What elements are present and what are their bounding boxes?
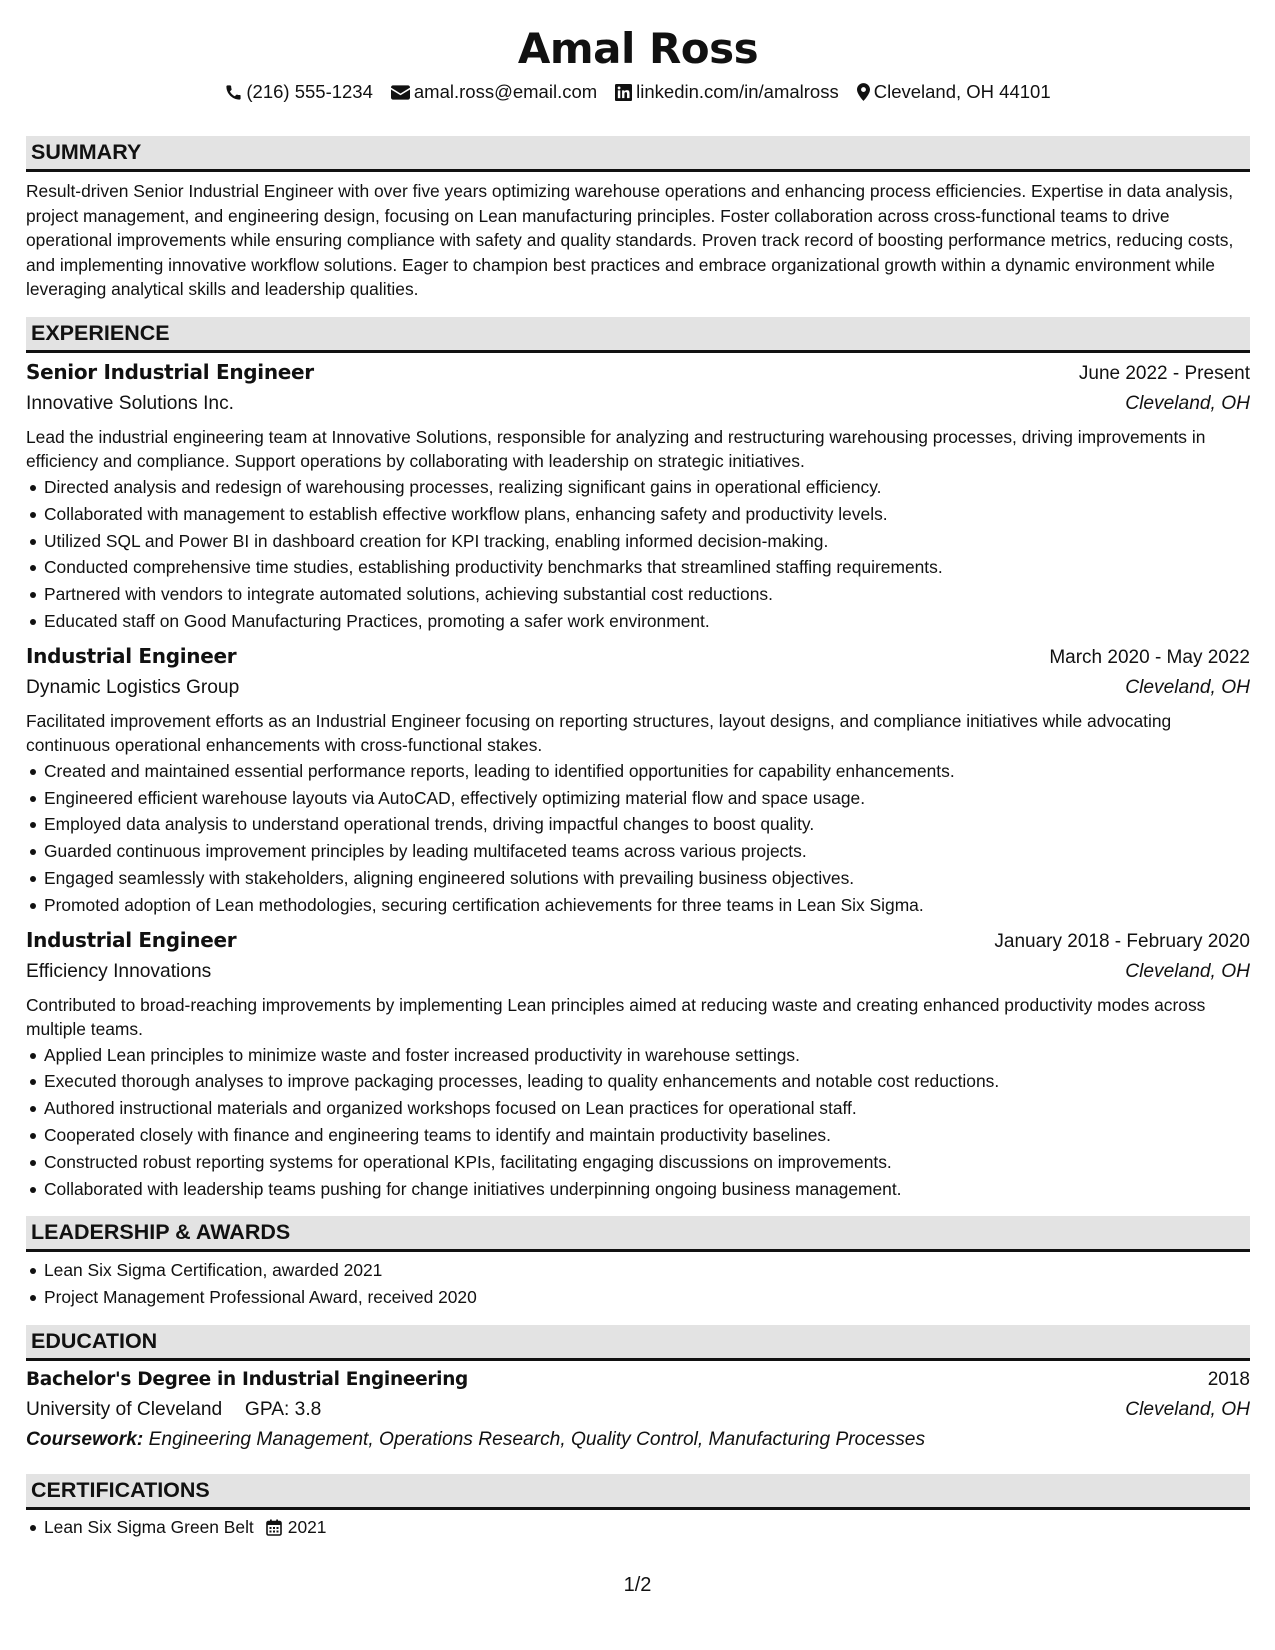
list-item: Created and maintained essential performance reports, leading to identified opportunities for capability enhancements. xyxy=(44,758,1250,785)
list-item: Partnered with vendors to integrate automated solutions, achieving substantial cost reductions. xyxy=(44,581,1250,608)
list-item: Engineered efficient warehouse layouts via AutoCAD, effectively optimizing material flow and space usage. xyxy=(44,785,1250,812)
section-heading: EDUCATION xyxy=(26,1325,1250,1361)
awards-section xyxy=(26,1216,1250,1311)
list-item: Employed data analysis to understand operational trends, driving impactful changes to boost quality. xyxy=(44,811,1250,838)
location-icon xyxy=(857,83,870,101)
school-line xyxy=(26,1395,321,1425)
certifications-section xyxy=(26,1474,1250,1541)
coursework-label: Coursework: xyxy=(26,1428,144,1450)
contact-email[interactable] xyxy=(391,81,597,103)
job-bullets xyxy=(26,758,1250,919)
list-item: Applied Lean principles to minimize waste and foster increased productivity in warehouse settings. xyxy=(44,1042,1250,1069)
job-entry xyxy=(26,641,1250,919)
summary-text: Result-driven Senior Industrial Engineer with over five years optimizing warehouse operations and enhancing process efficiencies. Expertise in data analysis, project management, and engineering design, focusing on Lean manufacturing principles. Foster collaboration across cross-functional teams to drive operational improvements while ensuring compliance with safety and quality standards. Proven track record of boosting performance metrics, reducing costs, and implementing innovative workflow solutions. Eager to champion best practices and embrace organizational growth within a dynamic environment while leveraging analytical skills and leadership qualities. xyxy=(26,181,1234,300)
list-item: Executed thorough analyses to improve packaging processes, leading to quality enhancements and notable cost reductions. xyxy=(44,1068,1250,1095)
school-name: University of Cleveland xyxy=(26,1398,223,1420)
certification-name: Lean Six Sigma Green Belt xyxy=(44,1516,254,1537)
contact-location xyxy=(857,81,1051,103)
contact-bar xyxy=(26,78,1250,106)
list-item: Conducted comprehensive time studies, establishing productivity benchmarks that streamlined staffing requirements. xyxy=(44,554,1250,581)
job-location: Cleveland, OH xyxy=(1125,676,1250,698)
email-icon xyxy=(391,85,410,100)
list-item: Directed analysis and redesign of warehousing processes, realizing significant gains in operational efficiency. xyxy=(44,474,1250,501)
school-location: Cleveland, OH xyxy=(1125,1398,1250,1420)
list-item: Collaborated with management to establish effective workflow plans, enhancing safety and productivity levels. xyxy=(44,501,1250,528)
gpa: GPA: 3.8 xyxy=(244,1398,322,1420)
coursework-list: Engineering Management, Operations Research, Quality Control, Manufacturing Processes xyxy=(148,1428,926,1450)
job-description: Facilitated improvement efforts as an Industrial Engineer focusing on reporting structures, layout designs, and compliance initiatives while advocating continuous operational enhancements with cross-functional stakes. xyxy=(26,710,1172,756)
section-heading: LEADERSHIP & AWARDS xyxy=(26,1216,1250,1252)
phone-text: (216) 555-1234 xyxy=(246,81,373,102)
calendar-icon xyxy=(266,1519,282,1536)
job-title: Industrial Engineer xyxy=(26,927,237,952)
contact-linkedin[interactable] xyxy=(615,81,839,103)
linkedin-text: linkedin.com/in/amalross xyxy=(636,81,839,102)
job-title: Senior Industrial Engineer xyxy=(26,359,314,384)
contact-phone[interactable] xyxy=(225,81,373,103)
section-heading: EXPERIENCE xyxy=(26,317,1250,353)
list-item: Educated staff on Good Manufacturing Practices, promoting a safer work environment. xyxy=(44,608,1250,635)
summary-section xyxy=(26,136,1250,302)
job-entry xyxy=(26,357,1250,635)
list-item: Constructed robust reporting systems for operational KPIs, facilitating engaging discussions on improvements. xyxy=(44,1149,1250,1176)
list-item: Promoted adoption of Lean methodologies, securing certification achievements for three teams in Lean Six Sigma. xyxy=(44,892,1250,919)
candidate-name: Amal Ross xyxy=(517,24,759,73)
awards-list xyxy=(26,1257,1250,1311)
job-dates: March 2020 - May 2022 xyxy=(1049,646,1250,668)
graduation-year: 2018 xyxy=(1207,1368,1250,1390)
job-bullets xyxy=(26,1042,1250,1203)
list-item: Engaged seamlessly with stakeholders, aligning engineered solutions with prevailing business objectives. xyxy=(44,865,1250,892)
list-item: Cooperated closely with finance and engineering teams to identify and maintain productivity baselines. xyxy=(44,1122,1250,1149)
certifications-list xyxy=(26,1514,1250,1541)
company-name: Innovative Solutions Inc. xyxy=(26,392,234,414)
section-heading: SUMMARY xyxy=(26,136,1250,172)
degree-title: Bachelor's Degree in Industrial Engineering xyxy=(26,1368,469,1390)
job-dates: January 2018 - February 2020 xyxy=(994,930,1250,952)
company-name: Efficiency Innovations xyxy=(26,960,212,982)
job-entry xyxy=(26,925,1250,1203)
linkedin-icon xyxy=(615,84,632,101)
coursework xyxy=(26,1425,1250,1454)
certification-year: 2021 xyxy=(287,1516,327,1537)
list-item: Project Management Professional Award, received 2020 xyxy=(44,1284,1250,1311)
phone-icon xyxy=(225,84,242,101)
job-title: Industrial Engineer xyxy=(26,643,237,668)
job-description: Lead the industrial engineering team at Innovative Solutions, responsible for analyzing and restructuring warehousing processes, driving improvements in efficiency and compliance. Support operations by collaborating with leadership on strategic initiatives. xyxy=(26,426,1206,472)
list-item: Lean Six Sigma Certification, awarded 2021 xyxy=(44,1257,1250,1284)
list-item: Collaborated with leadership teams pushing for change initiatives underpinning ongoing business management. xyxy=(44,1176,1250,1203)
list-item: Guarded continuous improvement principles by leading multifaceted teams across various projects. xyxy=(44,838,1250,865)
experience-section xyxy=(26,317,1250,1202)
page-number: 1/2 xyxy=(623,1574,652,1596)
job-bullets xyxy=(26,474,1250,635)
job-location: Cleveland, OH xyxy=(1125,392,1250,414)
list-item xyxy=(44,1514,1250,1541)
company-name: Dynamic Logistics Group xyxy=(26,676,240,698)
list-item: Authored instructional materials and organized workshops focused on Lean practices for operational staff. xyxy=(44,1095,1250,1122)
location-text: Cleveland, OH 44101 xyxy=(873,81,1051,102)
section-heading: CERTIFICATIONS xyxy=(26,1474,1250,1510)
job-location: Cleveland, OH xyxy=(1125,960,1250,982)
job-dates: June 2022 - Present xyxy=(1078,362,1250,384)
list-item: Utilized SQL and Power BI in dashboard creation for KPI tracking, enabling informed decision-making. xyxy=(44,528,1250,555)
email-text: amal.ross@email.com xyxy=(413,81,598,102)
education-section xyxy=(26,1325,1250,1454)
resume-page xyxy=(26,0,1250,1541)
job-description: Contributed to broad-reaching improvements by implementing Lean principles aimed at reducing waste and creating enhanced productivity modes across multiple teams. xyxy=(26,994,1206,1040)
